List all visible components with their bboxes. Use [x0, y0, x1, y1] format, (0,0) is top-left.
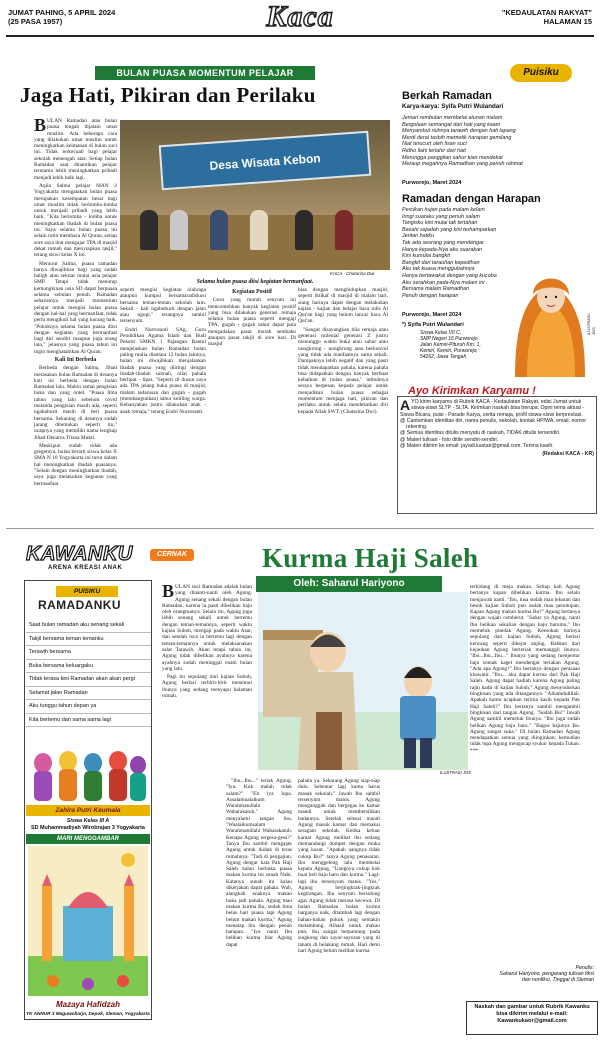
submission-intro: [400, 399, 594, 418]
header-date-text: JUMAT PAHING, 5 APRIL 2024: [8, 8, 116, 17]
kawanku-logo: KAWANKU: [26, 543, 133, 565]
poem-line: Merdi derai tasbih memetik harapan gemilang: [402, 134, 512, 141]
kids-poet-name: Zahira Putri Keumala: [26, 805, 150, 816]
poem-line: Bersama malam Ramadhan: [402, 286, 470, 293]
poem-line: Niat terucurt oleh lisan suci: [402, 141, 467, 148]
article-photo: [120, 120, 390, 270]
puisiku-tag: PUISIKU: [56, 586, 118, 597]
article-column-1: [34, 115, 117, 487]
header-paper: [502, 8, 592, 26]
puisiku-tag: Puisiku: [510, 64, 572, 82]
submission-dropcap: A: [400, 397, 411, 413]
article-paragraph: ULAN Ramadan atau bulan puasa tengah dijalani umat muslim. Ada beberapa cara yang dilakukan umat muslim untuk meningkatkan keimanan di bulan suci ini. Tidak terkecuali bagi pelajar sekolah menengah atas. Setiap bulan Ramadan saat dinantikan pelajar terutama lebih meningkatkan pribadi menjadi lebih baik lagi.: [34, 118, 117, 181]
submission-signature: (Redaksi KACA - KR): [542, 451, 594, 458]
photo-person: [170, 210, 188, 250]
poem-line: Aku serahkan pada-Nya malam ini: [402, 279, 485, 286]
photo-credit: KACA - Chatarina Dwi: [330, 271, 375, 276]
article-subhead: Kali Ini Berbeda: [54, 356, 97, 363]
poem-body: [402, 115, 592, 168]
poem-line: Merungga panggilan sahur kian mendekat: [402, 154, 503, 161]
poet-info-line: Siswa Kelas VII C,: [420, 330, 462, 336]
poem-line: Kini kumulai bangkit: [402, 253, 450, 260]
kids-poem-title: RAMADANKU: [38, 598, 121, 612]
kids-poem-line: Buka bersama keluargaku: [26, 660, 151, 674]
kids-poem-body: [26, 619, 151, 727]
poem-line: Aku tak kuasa menggubahnya: [402, 266, 475, 273]
kawanku-submit-box: [466, 1001, 598, 1035]
illustration-credit: ILUSTRASI: JOS: [586, 313, 596, 335]
submission-rule: @ Materi tulisan - foto ditile sendiri-sendiri.: [400, 436, 499, 443]
poet-info-line: Kemiri, Kemiri, Purworejo,: [420, 348, 478, 354]
poem-line: Hanya bertawakal dengan yang kucoba: [402, 272, 497, 279]
poet-info-line: 54262, Jawa Tengah: [420, 354, 467, 360]
kawanku-subtitle: ARENA KREASI ANAK: [48, 565, 123, 571]
drawing-artist-name: Mazaya Hafidzah: [55, 1000, 121, 1009]
story-illustration-credit: ILUSTRASI JOS: [440, 770, 471, 775]
article-paragraph: Aqila Salma pelajar MAN 2 Yogyakarta mengatakan bulan puasa merupakan kesempatan besar bagi umat muslim tidak berlomba-lomba untuk menjadi pribadi yang lebih baik. "Kita berlomba - lomba untuk meningkatkan ibadah di bulan puasa ini. Saya selama bulan puasa ini selain rutin membaca Al Quran, setiap sore saya ikut mengajar TPA di masjid dekat rumah dan menyiapkan takjil," terang siswi kelas X ini.: [34, 182, 117, 259]
story-title: Kurma Haji Saleh: [262, 543, 479, 573]
photo-person: [140, 210, 158, 250]
article-paragraph: Berbeda dengan Salma, Jihad merasakan bulan Ramadan di desanya kali ini berbeda dengan bulan Ramadan lalu. Makin ramai pengisian buka dan yang ontel. "Puasa lima tahun yang lalu sebelum covid melanda pengisian masih ada, seperti ngabuburit masih di beri puasa bersama. Sekarang di desanya sudah jarang ditemukan seperti itu," ucapnya yang memiliki nama lengkap Jihad Denarus Trisna Mukti.: [34, 365, 117, 441]
story-paragraph: pahala ya. Sekarang Agung siap-siap dulu. Sebentar lagi kamu harus masuk sekolah." Jawab Ibu sambil tersenyum manis. Agung mengangguk dan bergegas ke kamar mandi untuk membersihkan badannya. Setelah selesai mandi Agung masuk kamar dan memakai seragam sekolah. Ketika keluar kamar Agung melihat ibu sedang memandangi dompet dengan muka yang kusut. "Apakah uangnya tidak cukup Bu?" tanya Agung penasaran. Ibu menggeleng lalu membelai kepala Agung, "Uangnya cukup kok buat beli baju baru dan kurma." Lagi-lagi ibu tersenyum manis. "Yes." Agung berjingkrak-jingkrak kegirangan. Ibu senyum bersolong agar Agung tidak merasa kecewa. Di bulan Ramadan bulan kurma harganya naik, ditambah lagi dengan bahan-bahan pokok yang semakin melambung. Alhasil untuk makan pun, ibu sangat berpantang pada singkong dan sayur-sayuran yang di tanam di belakang rumah. Hari demi hari Agung belum melihat kurma: [298, 778, 380, 955]
submit-line: Naskah dan gambar untuk Rubrik Kawanku: [474, 1004, 590, 1010]
photo-banner: [159, 131, 372, 191]
drawing-section-title: MARI MENGGAMBAR: [26, 834, 150, 844]
poem-line: Penuh dengan harapan: [402, 292, 459, 299]
article-paragraph: "Sangat disayangkan bila remaja atau generasi milenial generasi Z justru menunggu waktu buka atau sahur atau nongkrong - nongkrong atau berkonvoi yang tidak ada manfaatnya sama sekali. Dampaknya lebih negatif dan yang pasti tidak mendapatkan pahala, karena pahala bisa didapatkan dengan banyak berbuat kebaikan di bulan puasa," imbuhnya seraya berpesan kepada pelajar untuk menjadikan bulan puasa sebagai momentum menjaga hati, pikiran dan perilaku untuk selalu mendekatkan diri kepada Allah SWT. (Chatarina Dwi): [298, 326, 388, 415]
story-author-bio: Saharul Hariyono, pengarang tulisan fiksi dan nonfiksi. Tinggal di Sleman: [499, 971, 594, 984]
story-paragraph: "Ibu...Ibu..." teriak Agung. "Iya. Kok malah tidak salam?" "Eh iya lupa. Assalamualaikum Warahmatullahi Wabarakatuh," Agung menyalami tangan ibu. "Waalaikumsalam Warahmatullahi Wabarakatuh. Kenapa Agung tergesa-gesa?" Tanya Ibu sambil mengajak Agung untuk duduk di teras rumahnya. "Tadi di pengajian, Agung dengar kata Pak Haji Saleh kalau berbuka puasa makan kurma itu sunah Nabi. Katanya sunah itu kalau dikerjakan dapat pahala. Wah, alangkah enaknya makan buka jadi pahala. Agung mau makan kurma Bu, sudah lima belas hari puasa tapi Agung belum makan kurma," Agung menatap ibu dengan penuh harapan. "Iya nanti Ibu belikan kurma biar Agung dapat: [226, 778, 292, 948]
kids-poem-line: Terawih bersama: [26, 646, 151, 660]
submission-title: Ayo Kirimkan Karyamu !: [408, 385, 536, 397]
kids-poet-school: SD Muhammadiyah Wirobrajan 3 Yogyakarta: [31, 825, 145, 831]
story-dropcap: B: [162, 581, 175, 601]
poem-line: Bergolaan semangat dari hati yang kaam: [402, 121, 501, 128]
story-column-1: [162, 581, 252, 776]
section-separator: [6, 528, 594, 529]
poet-info: [420, 330, 500, 360]
article-paragraph: bisa dengan menghidupkan masjid, seperti iktikaf di masjid di malam hari, siang harinya dapat dengan melakukan kajian - kajian dan belajar baca tulis Al Qur'an bagi yang belum lancar baca Al Qur'an.: [298, 287, 388, 325]
story-illustration: [258, 592, 468, 770]
poem-line: Tak ada seorang yang mendengar: [402, 239, 484, 246]
kids-poem-line: Selamat jalan Ramadan: [26, 687, 151, 701]
poem-line: Hanya kepada-Nya aku suarakan: [402, 246, 483, 253]
story-paragraph: ULAN suci Ramadan adalah bulan yang dinanti-nanti oleh Agung. Agung senang sekali dengan bulan Ramadan, karena ia pasti dibelikan baju oleh orangtuanya. Selain itu, Agung juga lebih senang sekali untuk bertemu dengan teman-temannya, seperti waktu kajian Subuh, mengaji pada waktu Asar, dan setelah isya ia bertemu lagi dengan teman-temannya untuk melaksanakan salat Tarawih. Akan tetapi tahun ini, Agung tidak dibelikan ayahnya karena ayahnya sudah meninggal enam bulan yang lalu.: [162, 584, 252, 672]
article-paragraph: Endri Nurrosanti SAg, Guru Pendidikan Agama Islam dan Budi Pekerti SMKN 1 Pajangan Bantul menjelaskan bulan Ramadan bulan paling mulia diantara 12 bulan lainnya, bulan ini diwajibkan menjalankan ibadah puasa yang diiringi dengan ibadah-ibadah sunnah, nilai pahala berlipat - lipat. "Seperti di dusun saya ada TPA jelang buka puasa di masjid, malam tadarusan dan gugah - gugah (membangunkan) sahur keliling warga. Kebanyakan justru dilakukan anak - anak remaja," terang Endri Nurrosanti.: [120, 326, 206, 415]
header-pasa-text: (25 PASA 1957): [8, 17, 63, 26]
article-column-2: [120, 287, 206, 415]
header-rule: [6, 35, 594, 37]
poem-title: Berkah Ramadan: [402, 90, 492, 102]
poem-place-date: Purworejo, Maret 2024: [402, 312, 462, 318]
article-headline: Jaga Hati, Pikiran dan Perilaku: [20, 83, 316, 107]
story-author-note: [490, 965, 594, 984]
submission-intro-text: YO kirim karyamu di Rubrik KACA - Kedaulatan Rakyat, edisi Jumat untuk siswa-siswi SLTP - SLTA. Kirimkan naskah bisa berupa: Opini tema aktual - Siswa Bicara, puisi - Parade Karya, cerita remaja, profil siswa-siswi berprestasi.: [400, 399, 585, 418]
poem-line: Ridho ilahi terlahir dari hati: [402, 147, 466, 154]
header-date: [8, 8, 115, 26]
article-column-4: [298, 287, 388, 415]
poet-info-line: Jalan Kemiri-Pituruh Km. 1,: [420, 342, 481, 348]
cernak-tag: CERNAK: [150, 549, 194, 561]
poem-line: Basahi sajadah yang kini terhamparkan: [402, 226, 497, 233]
story-column-2: [226, 778, 292, 1023]
poem-author: Karya-karya: Syifa Putri Wulandari: [402, 103, 504, 110]
poem-line: Tangisku kini mulai tak tertahan: [402, 220, 478, 227]
mosque-drawing: [28, 846, 148, 996]
poem-line: Percikan hujan pada malam kelam: [402, 207, 485, 213]
poet-name: *) Syifa Putri Wulandari: [402, 322, 464, 328]
poem-line: Jeritan hatiku: [402, 233, 435, 240]
kids-poet-class: Siswa Kelas III A: [66, 818, 110, 824]
article-kicker: BULAN PUASA MOMENTUM PELAJAR: [95, 66, 315, 80]
kids-poem-line: Saat bulan ramadan aku senang sekali: [26, 619, 151, 633]
story-byline: Oleh: Saharul Hariyono: [256, 576, 442, 592]
story-column-3: [298, 778, 380, 1023]
kaca-logo: Kaca: [266, 0, 334, 33]
poet-info-line: SMP Negeri 16 Purworejo: [420, 336, 478, 342]
poem-line: Jemari rembulan membelai alunan malam: [402, 115, 503, 121]
photo-person: [210, 210, 228, 250]
kids-poem-line: Kita bertemu dan sama sama lagi: [26, 714, 151, 728]
kids-group-illustration: [28, 743, 148, 803]
submission-body: [400, 399, 594, 458]
article-paragraph: Menurut Salma, puasa ramadan hanya diwajibkan bagi yang sudah baligh atau sekitar mulai usia pelajar SMP. Tetapi tidak menutup kemungkinan usia SD dapat berpuasa selama sebulan penuh. Ramadan seharusnya menjadi momentum pelajar untuk mengisi bulan puasa dengan hal-hal yang bermanfaat, tidak perlu mengikuti hal yang kurang baik. "Pokoknya selama bulan puasa diisi dengan kegiatan yang bermanfaat bagi diri sendiri maupun juga orang lain," jelasnya yang puasa tahun ini ingin menghatamkan Al Quran.: [34, 260, 117, 355]
story-author-label: Penulis:: [575, 965, 594, 971]
article-paragraph: seperti mengisi kegiatan olahraga ataupun kumpul bersamaradiskusi bersama teman-teman sekolah lain. Sekali - kali ngabuburit dengan jalan atau ngopi," terangnya sambil tersenyum.: [120, 287, 206, 325]
photo-person: [335, 210, 353, 250]
photo-person: [295, 210, 313, 250]
hijab-girl-illustration: [505, 255, 590, 377]
submission-rule: @ Materi dikirim ke email: jayadi.kastari@gmail.com. Terima kasih.: [400, 443, 554, 450]
header-paper-name: "KEDAULATAN RAKYAT": [501, 8, 592, 17]
poem-line: Meraup megahnya Ramadhan yang penuh rahmat: [402, 161, 523, 168]
header-page-number: HALAMAN 15: [543, 17, 592, 26]
poem-line: Bangkit dari tarauhan kepedihan: [402, 259, 480, 266]
submit-email: Kawankukaor@gmail.com: [497, 1018, 567, 1024]
poem-place-date: Purworejo, Maret 2024: [402, 180, 462, 186]
submit-line: bisa dikirim melalui e-mail:: [496, 1011, 568, 1017]
kids-poem-line: Tidak terasa kini Ramadan akan akan pergi: [26, 673, 151, 687]
submission-rule: @ Semua identitas ditulis menyatu di naskah, TIDAK ditulis tersendiri.: [400, 430, 561, 437]
poem-title: Ramadan dengan Harapan: [402, 193, 541, 205]
article-paragraph: Meskipun sudah tidak ada gregetnya, bulan berarti siswa kelas X SMA N 10 Yogyakarta ini turut dalam hal meningkatkan ibadah puasanya. "Selain dengan meningkatkan ibadah, saya juga melakukan kegiatan yang bermanfaat: [34, 442, 117, 487]
story-paragraph: terhidang di meja makan. Setiap kali Agung bertanya kapan dibelikan kurma. Ibu selalu menjawab nanti. "Ibu, lusa sudah mau lebaran dan besok kajian Subuh pun sudah mau penutupan. Kapan Agung makan kurma Bu?" Agung bertanya dengan wajah cemberut. "Sabar ya Agung, nanti Ibu belikan sekalian dengan baju barumu," Ibu memeluk pundak Agung. Keesokan harinya sepulang dari kajian Subuh, Agung berlari kencang seperti dikejar anjing. Bahkan dari kejauhan Agung berteriak memanggil ibunya. "Ibu...Ibu...Ibu..." Ibunya yang sedang menjemur baju sontak kaget mendengar teriakan Agung. "Ada apa Agung?" Ibu bertanya dengan perasaan khawatir. "Ibu... aku dapat kurma dari Pak Haji Saleh. Agung dapat hadiah karena Agung paling rajin hadir di kajian Subuh," Agung menyodorkan bingkisan yang ada ditangannya. "Alhamdulillah. Apakah kamu ucapkan terima kasih kepada Pak Haji Saleh?" Ibu bertanya sambil mengambil bingkisan dari tangan Agung. "Sudah Bu!" Jawab Agung sambil memeluk ibunya. "Ibu juga sudah belikan Agung baju baru." "Bagus bajunya Bu. Agung sangat suka." Di bulan Ramadan Agung mendapatkan semua yang diinginkan; kemudian tidak lupa Agung mengucap syukur kepada Tuhan. ***: [470, 584, 580, 754]
story-column-4: [470, 584, 580, 984]
story-paragraph: Pagi itu sepulang dari kajian Subuh, Agung berlari terbirit-birit menemui ibunya yang sedang menyapu halaman rumah.: [162, 674, 252, 700]
kids-poem-line: Takjil bersama teman temanku: [26, 633, 151, 647]
submission-rule: @ Cantumkan identitas diri, nama penulis, sekolah, kontak HP/WA, email, nomor rekening.: [400, 417, 587, 431]
kids-poem-line: Aku tunggu tahun depan ya: [26, 700, 151, 714]
photo-banner-text: Desa Wisata Kebon: [209, 151, 322, 173]
photo-caption: Selama bulan puasa diisi kegiatan bermanfaat.: [196, 279, 314, 285]
photo-person: [250, 210, 268, 250]
article-paragraph: Guru yang murah senyum ini mencontohkan banyak kegiatan positif yang bisa dilakukan generasi remaja selama bulan puasa seperti mengaji TPA, gugah - gugah sahur dapat pula mengadakan pasar murah sembako ataupun pasar takjil di sore hari. Di masjid: [208, 297, 296, 348]
poem-line: Iringi suaraku yang penuh salam: [402, 213, 480, 220]
drawing-artist-school: TK ANNUR 3 Maguwoharjo, Depok, Sleman, Yogyakarta: [26, 1011, 150, 1016]
article-column-3: [208, 287, 296, 412]
article-subhead: Kegiatan Positif: [232, 289, 272, 295]
article-dropcap: B: [34, 115, 47, 135]
poem-line: Menyambut riuhnya tarawih dengan hati lapang: [402, 128, 516, 135]
